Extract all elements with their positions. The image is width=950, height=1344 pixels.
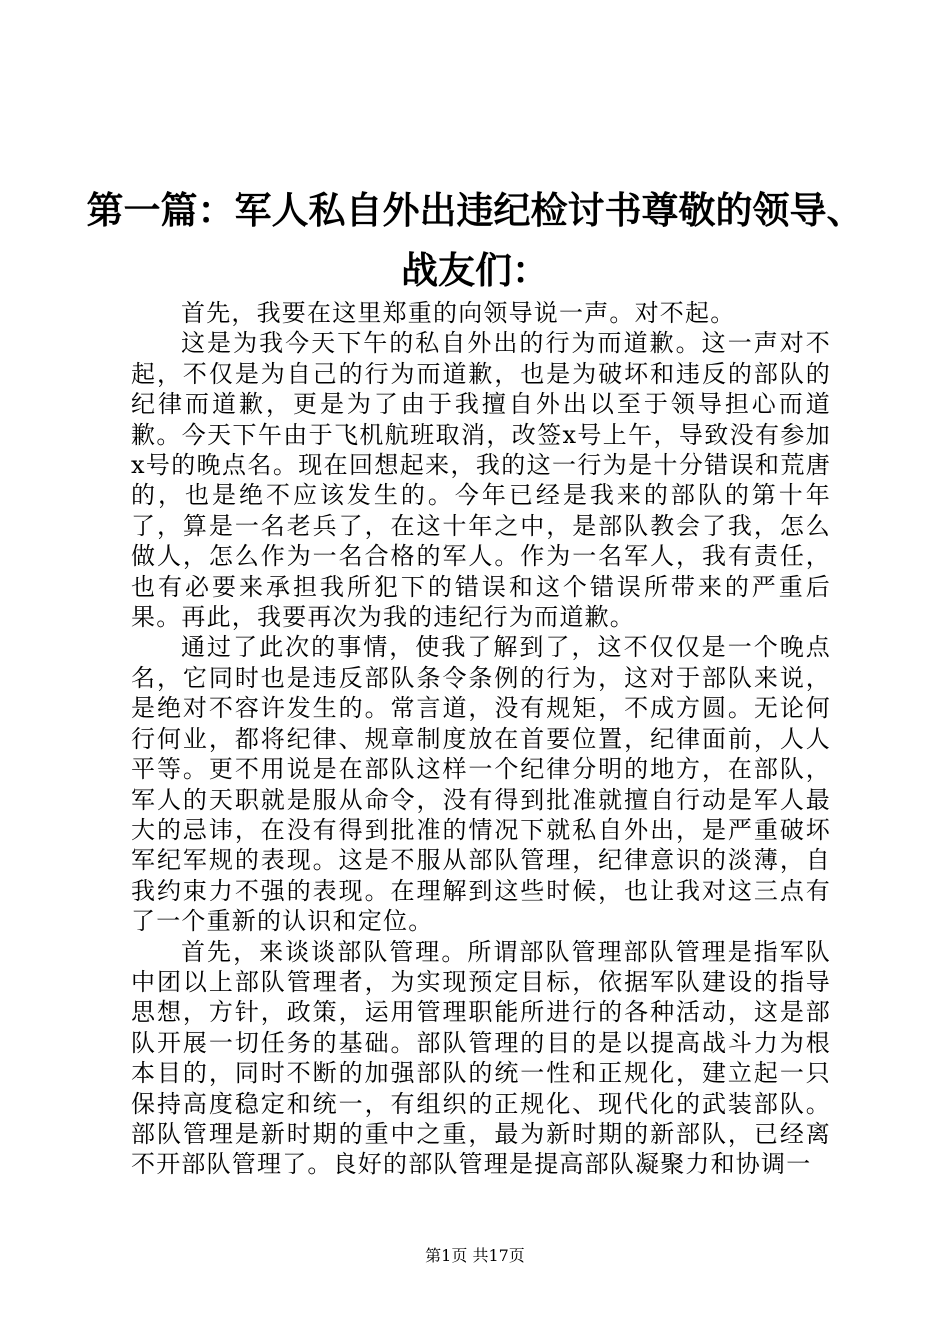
paragraph-2: 这是为我今天下午的私自外出的行为而道歉。这一声对不起，不仅是为自己的行为而道歉，也是为破坏和违反的部队的纪律而道歉，更是为了由于我擅自外出以至于领导担心而道歉。今天下午由于飞机航班取消，改签x号上午，导致没有参加x号的晚点名。现在回想起来，我的这一行为是十分错误和荒唐的，也是绝不应该发生的。今年已经是我来的部队的第十年了，算是一名老兵了，在这十年之中，是部队教会了我，怎么做人，怎么作为一名合格的军人。作为一名军人，我有责任，也有必要来承担我所犯下的错误和这个错误所带来的严重后果。再此，我要再次为我的违纪行为而道歉。 — [131, 329, 831, 632]
paragraph-3: 通过了此次的事情，使我了解到了，这不仅仅是一个晚点名，它同时也是违反部队条令条例的行为，这对于部队来说，是绝对不容许发生的。常言道，没有规矩，不成方圆。无论何行何业，都将纪律、规章制度放在首要位置，纪律面前，人人平等。更不用说是在部队这样一个纪律分明的地方，在部队，军人的天职就是服从命令，没有得到批准就擅自行动是军人最大的忌讳，在没有得到批准的情况下就私自外出，是严重破坏军纪军规的表现。这是不服从部队管理，纪律意识的淡薄，自我约束力不强的表现。在理解到这些时候，也让我对这三点有了一个重新的认识和定位。 — [131, 633, 831, 936]
paragraph-4: 首先，来谈谈部队管理。所谓部队管理部队管理是指军队中团以上部队管理者，为实现预定目标，依据军队建设的指导思想，方针，政策，运用管理职能所进行的各种活动，这是部队开展一切任务的基础。部队管理的目的是以提高战斗力为根本目的，同时不断的加强部队的统一性和正规化，建立起一只保持高度稳定和统一，有组织的正规化、现代化的武装部队。部队管理是新时期的重中之重，最为新时期的新部队，已经离不开部队管理了。良好的部队管理是提高部队凝聚力和协调一 — [131, 937, 831, 1179]
paragraph-1: 首先，我要在这里郑重的向领导说一声。对不起。 — [181, 299, 736, 327]
document-title-line-2: 战友们： — [401, 248, 549, 292]
document-body — [131, 298, 831, 1180]
document-title-line-1: 第一篇：军人私自外出违纪检讨书尊敬的领导、 — [86, 188, 864, 232]
page-number-footer: 第1页 共17页 — [425, 1246, 525, 1265]
